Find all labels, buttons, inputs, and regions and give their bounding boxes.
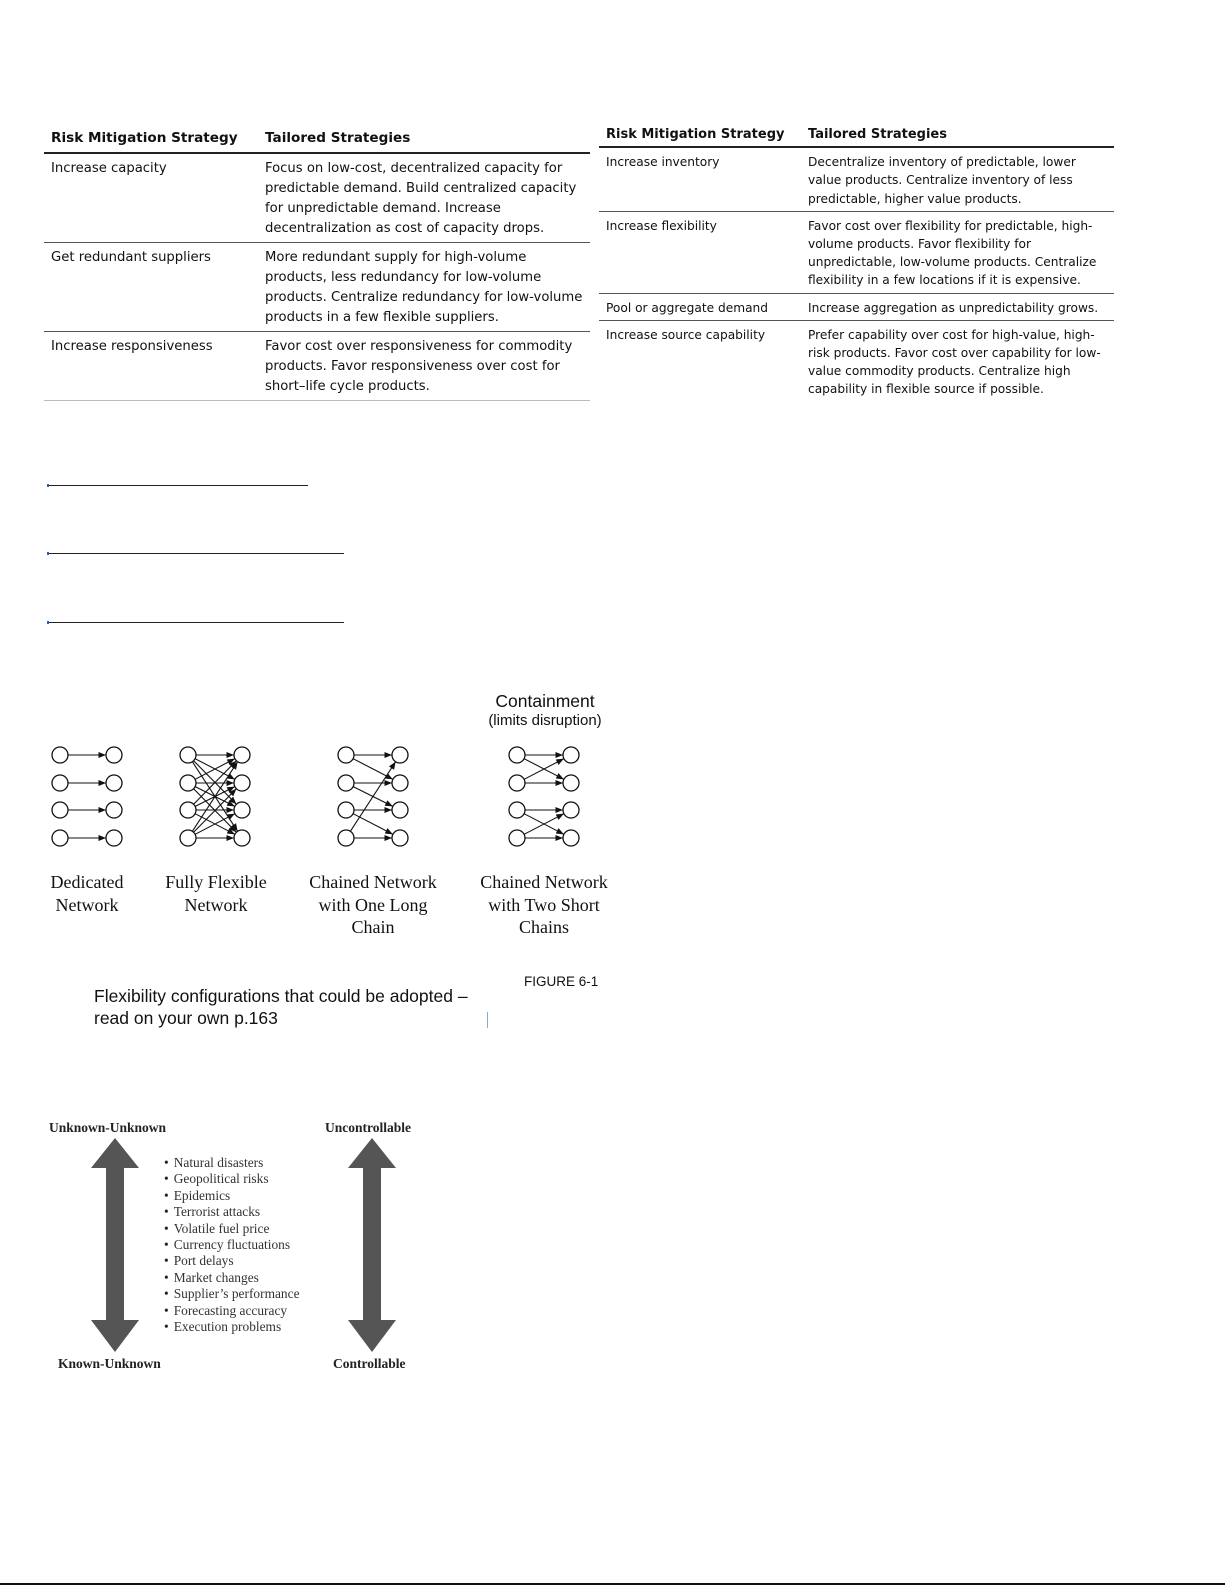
source-node [52,830,68,846]
strategy-cell: Increase flexibility [599,211,801,293]
table-row [44,243,590,332]
destination-node [106,830,122,846]
column-header-strategy: Risk Mitigation Strategy [44,128,258,153]
figure-caption-line-2: read on your own p.163 [94,1008,278,1028]
containment-subtitle: (limits disruption) [488,712,602,729]
source-node [338,747,354,763]
flow-arrow [524,814,564,835]
figure-number: FIGURE 6-1 [524,974,599,989]
destination-node [106,802,122,818]
flow-arrow [195,759,235,780]
source-node [509,830,525,846]
column-header-strategy: Risk Mitigation Strategy [599,126,801,147]
network-label-dedicated: Dedicated Network [50,872,124,915]
source-node [180,830,196,846]
destination-node [106,747,122,763]
list-item: • Currency fluctuations [164,1237,300,1253]
flow-arrow [353,787,393,807]
strategy-cell: Increase inventory [599,147,801,211]
label-uncontrollable: Uncontrollable [325,1120,412,1135]
one-long-chain-network-diagram [338,747,408,846]
flow-arrow [350,762,395,832]
risk-mitigation-table-left [44,128,590,401]
list-item: • Forecasting accuracy [164,1303,300,1319]
flow-arrow [195,759,235,780]
risk-mitigation-table-right [599,126,1114,402]
table-row [599,211,1114,293]
text-cursor [487,1012,488,1028]
containment-title: Containment [495,691,595,711]
strategy-cell: Get redundant suppliers [44,243,258,332]
destination-node [234,830,250,846]
flow-arrow [194,789,237,833]
tailored-cell: Focus on low-cost, decentralized capacity for predictable demand. Build centralized capacity for unpredictable demand. Increase decentralization as cost of capacity drops. [258,153,590,243]
destination-node [392,775,408,791]
blank-underline [48,622,344,623]
network-label-one-long-chain: Chained Network with One Long Chain [309,872,437,937]
table-row [44,153,590,243]
list-item: • Execution problems [164,1319,300,1335]
list-item: • Port delays [164,1253,300,1269]
strategy-cell: Increase source capability [606,327,766,342]
destination-node [392,747,408,763]
flow-arrow [353,814,393,835]
flow-arrow [194,789,237,833]
flow-arrow [195,814,235,835]
source-node [338,802,354,818]
label-known-unknown: Known-Unknown [58,1356,161,1371]
blank-underline [48,485,308,486]
tailored-cell: More redundant supply for high-volume products, less redundancy for low-volume products. Centralize redundancy for low-volume products in a few flexible suppliers. [258,243,590,332]
flow-arrow [194,761,237,805]
table-header-row [599,126,1114,147]
source-node [52,747,68,763]
list-item: • Terrorist attacks [164,1204,300,1220]
source-node [180,747,196,763]
table-header-row [44,128,590,153]
list-item: • Geopolitical risks [164,1171,300,1187]
flow-arrow [195,787,235,807]
blank-underline [48,553,344,554]
fully-flexible-network-diagram [180,747,250,846]
source-node [338,775,354,791]
flow-arrow [524,759,564,780]
table-row [599,320,1114,401]
source-node [509,802,525,818]
source-node [52,802,68,818]
flow-arrow [194,761,237,805]
risk-sources-list [164,1155,300,1335]
destination-node [563,802,579,818]
source-node [509,747,525,763]
flow-arrow [353,759,393,780]
table-row [599,293,1114,320]
list-item: • Market changes [164,1270,300,1286]
table-row [44,332,590,401]
source-node [52,775,68,791]
list-item: • Supplier’s performance [164,1286,300,1302]
list-item: • Epidemics [164,1188,300,1204]
tailored-cell: Favor cost over flexibility for predictable, high-volume products. Favor flexibility for unpredictable, low-volume products. Centralize flexibility in a few locations if it is expensive. [801,211,1114,293]
source-node [338,830,354,846]
label-controllable: Controllable [333,1356,406,1371]
list-item: • Volatile fuel price [164,1221,300,1237]
figure-caption-line-1: Flexibility configurations that could be adopted – [94,986,468,1006]
destination-node [234,802,250,818]
flow-arrow [192,762,237,832]
dedicated-network-diagram [52,747,122,846]
flow-arrow [524,814,564,835]
source-node [180,802,196,818]
strategy-cell: Pool or aggregate demand [599,293,801,320]
double-arrow-right-icon [348,1138,396,1352]
flow-arrow [195,787,235,807]
source-node [509,775,525,791]
two-short-chains-network-diagram [509,747,579,846]
column-header-tailored: Tailored Strategies [801,126,1114,147]
destination-node [563,775,579,791]
destination-node [234,775,250,791]
destination-node [563,747,579,763]
label-unknown-unknown: Unknown-Unknown [49,1120,167,1135]
list-item: • Natural disasters [164,1155,300,1171]
column-header-tailored: Tailored Strategies [258,128,590,153]
flow-arrow [524,759,564,780]
tailored-cell: Favor cost over responsiveness for commodity products. Favor responsiveness over cost for short–life cycle products. [258,332,590,401]
network-label-fully-flexible: Fully Flexible Network [165,872,267,915]
flow-arrow [192,762,237,832]
tailored-cell: Prefer capability over cost for high-value, high-risk products. Favor cost over capability for low-value commodity products. Centralize high capability in flexible source if possible. [808,327,1101,397]
network-label-two-short-chains: Chained Network with Two Short Chains [480,872,608,937]
tailored-cell: Decentralize inventory of predictable, lower value products. Centralize inventory of less predictable, higher value products. [801,147,1114,211]
strategy-cell: Increase responsiveness [44,332,258,401]
strategy-cell: Increase capacity [44,153,258,243]
destination-node [563,830,579,846]
table-row [599,147,1114,211]
source-node [180,775,196,791]
tailored-cell: Increase aggregation as unpredictability grows. [801,293,1114,320]
flow-arrow [195,814,235,835]
destination-node [392,802,408,818]
destination-node [106,775,122,791]
double-arrow-left-icon [91,1138,139,1352]
destination-node [392,830,408,846]
destination-node [234,747,250,763]
